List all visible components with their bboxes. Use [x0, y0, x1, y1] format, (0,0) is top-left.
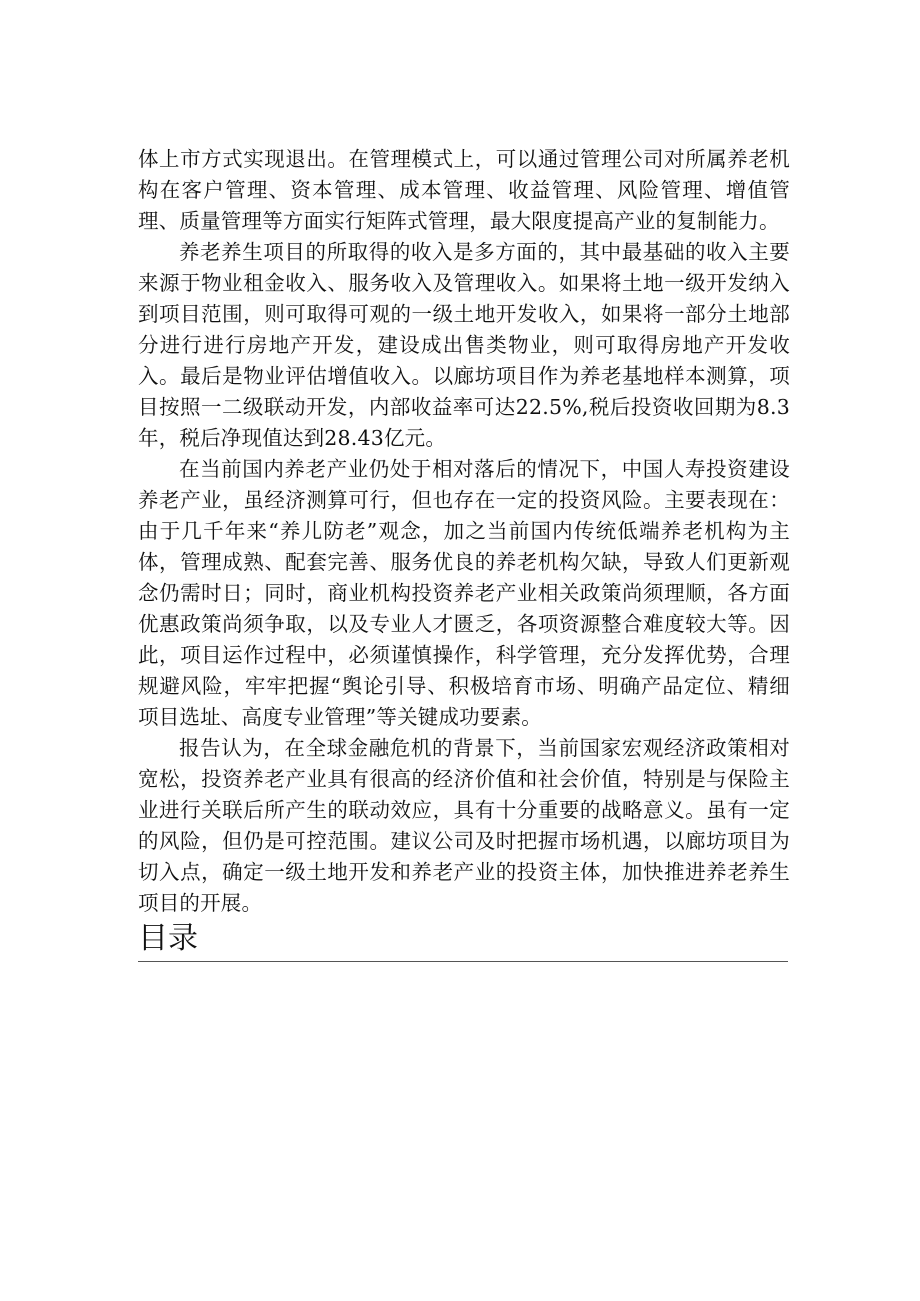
paragraph-revenue: 养老养生项目的所取得的收入是多方面的，其中最基础的收入主要来源于物业租金收入、服务收入及管理收入。如果将土地一级开发纳入到项目范围，则可取得可观的一级土地开发收入，如果将一部分土地部分进行进行房地产开发，建设成出售类物业，则可取得房地产开发收入。最后是物业评估增值收入。以廊坊项目作为养老基地样本测算，项目按照一二级联动开发，内部收益率可达22.5%,税后投资收回期为8.3年，税后净现值达到28.43亿元。	[138, 240, 790, 450]
paragraph-conclusion: 报告认为，在全球金融危机的背景下，当前国家宏观经济政策相对宽松，投资养老产业具有很高的经济价值和社会价值，特别是与保险主业进行关联后所产生的联动效应，具有十分重要的战略意义。虽有一定的风险，但仍是可控范围。建议公司及时把握市场机遇，以廊坊项目为切入点，确定一级土地开发和养老产业的投资主体，加快推进养老养生项目的开展。	[138, 736, 790, 915]
paragraph-risk: 在当前国内养老产业仍处于相对落后的情况下，中国人寿投资建设养老产业，虽经济测算可行，但也存在一定的投资风险。主要表现在：由于几千年来“养儿防老”观念，加之当前国内传统低端养老机构为主体，管理成熟、配套完善、服务优良的养老机构欠缺，导致人们更新观念仍需时日；同时，商业机构投资养老产业相关政策尚须理顺，各方面优惠政策尚须争取，以及专业人才匮乏，各项资源整合难度较大等。因此，项目运作过程中，必须谨慎操作，科学管理，充分发挥优势，合理规避风险，牢牢把握“舆论引导、积极培育市场、明确产品定位、精细项目选址、高度专业管理”等关键成功要素。	[138, 457, 790, 729]
document-page	[138, 144, 790, 962]
toc-heading: 目录	[138, 921, 198, 956]
paragraph-continued: 体上市方式实现退出。在管理模式上，可以通过管理公司对所属养老机构在客户管理、资本管理、成本管理、收益管理、风险管理、增值管理、质量管理等方面实行矩阵式管理，最大限度提高产业的复制能力。	[138, 147, 790, 233]
heading-rule	[138, 961, 788, 962]
